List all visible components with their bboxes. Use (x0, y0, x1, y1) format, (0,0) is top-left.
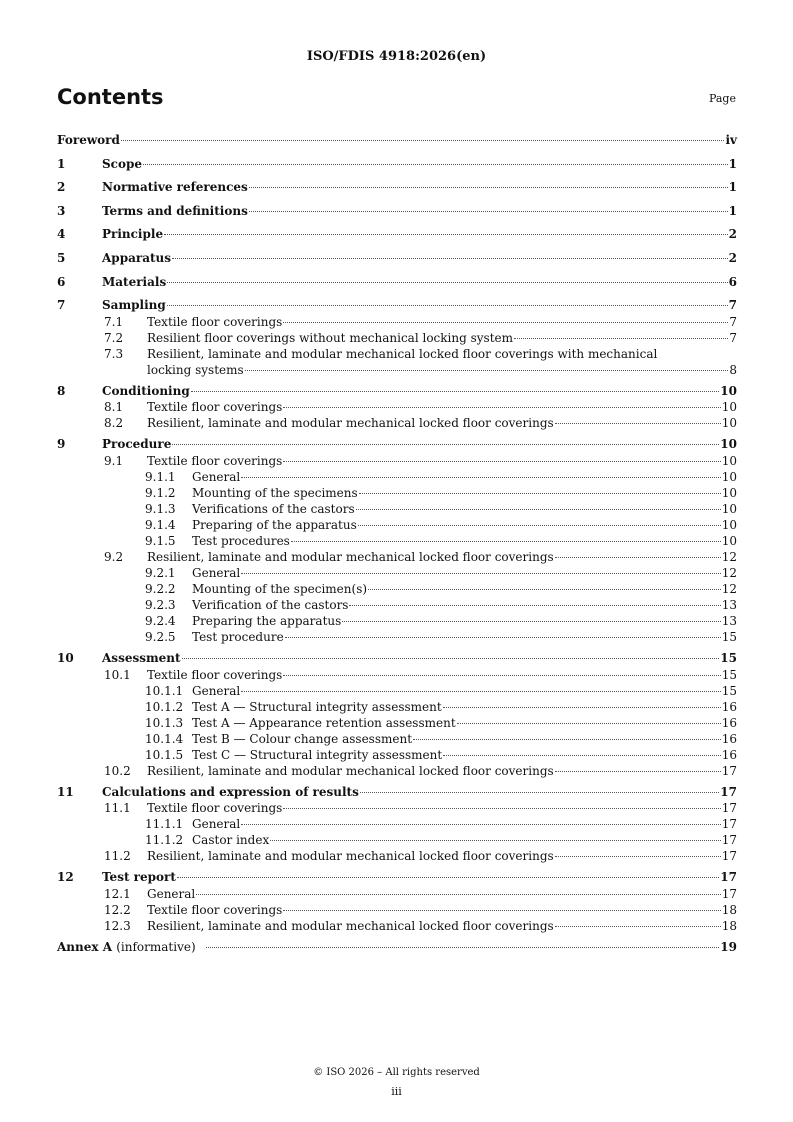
toc-entry-title: Resilient, laminate and modular mechanical locked floor coverings (147, 849, 554, 864)
toc-entry-title: Sampling (102, 298, 166, 313)
toc-page-number: 10 (721, 453, 737, 468)
toc-entry-title: Test A — Appearance retention assessment (192, 715, 456, 730)
toc-entry-section-12-1[interactable] (57, 886, 737, 902)
dot-leader (358, 524, 721, 526)
toc-page-number: 6 (728, 274, 737, 289)
toc-entry-title: Textile floor coverings (147, 801, 283, 816)
toc-section-number: 10.1.4 (145, 731, 184, 746)
toc-page-number: 17 (721, 817, 737, 832)
dot-leader (121, 139, 725, 141)
toc-page-number: 1 (728, 180, 737, 195)
toc-page-number: 10 (721, 400, 737, 415)
toc-entry-section-9-1-5[interactable] (57, 533, 737, 549)
dot-leader (555, 855, 721, 857)
toc-section-number: 9.1.2 (145, 485, 176, 500)
toc-section-number: 7.3 (104, 346, 124, 361)
dot-leader (283, 909, 720, 911)
toc-entry-section-11-1-1[interactable] (57, 816, 737, 832)
toc-section-number: 12.1 (104, 886, 131, 901)
copyright-footer: © ISO 2026 – All rights reserved (313, 1067, 480, 1078)
toc-entry-title: Resilient floor coverings without mechanical locking system (147, 330, 514, 345)
toc-section-number: 9.1.5 (145, 533, 176, 548)
dot-leader (514, 337, 728, 339)
dot-leader (241, 690, 720, 692)
toc-entry-section-10-1-2[interactable] (57, 699, 737, 715)
toc-entry-title-line-1: Resilient, laminate and modular mechanical locked floor coverings with mechanical (147, 346, 658, 361)
toc-section-number: 11.1.1 (145, 817, 184, 832)
toc-entry-title: Mounting of the specimen(s) (192, 581, 368, 596)
dot-leader (555, 422, 721, 424)
toc-section-number: 7.1 (104, 314, 124, 329)
dot-leader (360, 791, 719, 793)
toc-page-number: 8 (729, 362, 737, 377)
dot-leader (368, 588, 721, 590)
dot-leader (285, 636, 721, 638)
toc-section-number: 8 (57, 383, 66, 398)
toc-section-number: 12.3 (104, 918, 131, 933)
toc-entry-title: Assessment (102, 650, 181, 665)
toc-entry-title: Calculations and expression of results (102, 784, 359, 799)
toc-page-number: 12 (721, 549, 737, 564)
toc-section-number: 9.2.2 (145, 581, 176, 596)
dot-leader (249, 210, 728, 212)
toc-entry-section-7-3-continued[interactable] (57, 362, 737, 378)
dot-leader (191, 390, 720, 392)
table-of-contents (57, 129, 737, 959)
toc-entry-section-9-1-4[interactable] (57, 517, 737, 533)
toc-entry-title: Textile floor coverings (147, 400, 283, 415)
toc-entry-title: Resilient, laminate and modular mechanical locked floor coverings (147, 549, 554, 564)
toc-page-number: 13 (721, 613, 737, 628)
toc-entry-title-line-2: locking systems (147, 362, 244, 377)
toc-page-number: 15 (721, 667, 737, 682)
toc-entry-title: General (192, 817, 241, 832)
toc-page-number: 10 (721, 485, 737, 500)
dot-leader (283, 807, 720, 809)
toc-entry-title: Conditioning (102, 383, 190, 398)
toc-page-number: 7 (728, 298, 737, 313)
toc-entry-section-9-2[interactable] (57, 549, 737, 565)
toc-entry-title: General (192, 565, 241, 580)
toc-section-number: 9.2.4 (145, 613, 176, 628)
toc-entry-section-9-2-5[interactable] (57, 629, 737, 645)
dot-leader (241, 476, 720, 478)
toc-entry-title: Test procedures (192, 533, 290, 548)
document-id-header: ISO/FDIS 4918:2026(en) (306, 49, 487, 64)
toc-entry-foreword[interactable] (57, 129, 737, 153)
toc-page-number: 12 (721, 565, 737, 580)
dot-leader (283, 321, 728, 323)
toc-page-number: 17 (720, 870, 737, 885)
dot-leader (172, 443, 719, 445)
toc-entry-title: Procedure (102, 437, 172, 452)
toc-entry-section-9-1-2[interactable] (57, 485, 737, 501)
toc-page-number: 15 (721, 629, 737, 644)
dot-leader (555, 925, 721, 927)
toc-page-number: 16 (721, 715, 737, 730)
toc-page-number: 16 (721, 699, 737, 714)
toc-entry-section-4[interactable] (57, 223, 737, 247)
toc-entry-title: Apparatus (102, 250, 171, 265)
dot-leader (443, 706, 721, 708)
toc-entry-title (57, 936, 196, 960)
dot-leader (342, 620, 720, 622)
toc-entry-title: Test B — Colour change assessment (192, 731, 413, 746)
toc-entry-section-12-3[interactable] (57, 918, 737, 934)
toc-page-number: 12 (721, 581, 737, 596)
toc-entry-section-8-1[interactable] (57, 399, 737, 415)
toc-section-number: 9.2 (104, 549, 124, 564)
toc-entry-title: Principle (102, 227, 164, 242)
toc-section-number: 10.1 (104, 667, 131, 682)
toc-page-number: 10 (721, 469, 737, 484)
toc-page-number: 10 (721, 517, 737, 532)
toc-entry-section-1[interactable] (57, 153, 737, 177)
dot-leader (283, 406, 720, 408)
toc-section-number: 10 (57, 650, 74, 665)
toc-section-number: 9 (57, 437, 66, 452)
toc-entry-section-12-2[interactable] (57, 902, 737, 918)
toc-entry-section-11-1-2[interactable] (57, 832, 737, 848)
toc-section-number: 9.1.4 (145, 517, 176, 532)
toc-section-number: 7 (57, 298, 66, 313)
toc-entry-section-3[interactable] (57, 200, 737, 224)
toc-section-number: 9.1.3 (145, 501, 176, 516)
toc-section-number: 7.2 (104, 330, 124, 345)
toc-entry-title: Test A — Structural integrity assessment (192, 699, 442, 714)
dot-leader (172, 257, 728, 259)
toc-entry-section-7-2[interactable] (57, 330, 737, 346)
dot-leader (359, 492, 721, 494)
toc-section-number: 12 (57, 870, 74, 885)
annex-note: (informative) (116, 939, 196, 954)
toc-page-number: 18 (721, 918, 737, 933)
toc-page-number: 10 (721, 501, 737, 516)
toc-entry-section-11-2[interactable] (57, 848, 737, 864)
toc-entry-section-10-1-1[interactable] (57, 683, 737, 699)
dot-leader (241, 572, 720, 574)
toc-entry-section-10-1-3[interactable] (57, 715, 737, 731)
dot-leader (196, 893, 720, 895)
toc-page-number: 17 (721, 801, 737, 816)
toc-page-number: 1 (728, 156, 737, 171)
dot-leader (283, 674, 720, 676)
dot-leader (413, 738, 721, 740)
toc-entry-title: Foreword (57, 133, 120, 147)
toc-entry-section-9-2-2[interactable] (57, 581, 737, 597)
toc-page-number: 10 (721, 533, 737, 548)
toc-page-number: 17 (721, 849, 737, 864)
toc-section-number: 10.2 (104, 763, 131, 778)
toc-entry-section-9-2-3[interactable] (57, 597, 737, 613)
toc-entry-section-7-1[interactable] (57, 314, 737, 330)
toc-section-number: 10.1.1 (145, 683, 184, 698)
toc-entry-section-9-1[interactable] (57, 453, 737, 469)
toc-section-number: 5 (57, 250, 66, 265)
toc-page-number: 17 (721, 886, 737, 901)
toc-section-number: 8.1 (104, 400, 124, 415)
toc-page-number: 17 (720, 784, 737, 799)
toc-entry-title: Mounting of the specimens (192, 485, 358, 500)
dot-leader (270, 839, 721, 841)
dot-leader (443, 754, 721, 756)
toc-section-number: 4 (57, 227, 66, 242)
toc-page-number: 15 (721, 683, 737, 698)
toc-page-number: 2 (728, 227, 737, 242)
dot-leader (283, 460, 720, 462)
toc-page-number: 10 (720, 437, 737, 452)
toc-entry-section-11-1[interactable] (57, 800, 737, 816)
toc-page-number: 16 (721, 747, 737, 762)
toc-section-number: 1 (57, 156, 66, 171)
toc-page-number: 1 (728, 203, 737, 218)
toc-page-number: iv (725, 133, 737, 147)
dot-leader (291, 540, 721, 542)
toc-page-number: 13 (721, 597, 737, 612)
page-column-label: Page (708, 92, 736, 105)
toc-entry-section-9-1-3[interactable] (57, 501, 737, 517)
toc-section-number: 9.2.1 (145, 565, 176, 580)
toc-entry-title: Preparing the apparatus (192, 613, 342, 628)
toc-section-number: 10.1.3 (145, 715, 184, 730)
toc-entry-title: Test report (102, 870, 176, 885)
toc-page-number: 7 (729, 330, 737, 345)
dot-leader (356, 508, 721, 510)
toc-section-number: 9.2.5 (145, 629, 176, 644)
toc-page-number: 2 (728, 250, 737, 265)
dot-leader (241, 823, 720, 825)
dot-leader (164, 233, 728, 235)
dot-leader (555, 770, 721, 772)
toc-entry-title: Test C — Structural integrity assessment (192, 747, 443, 762)
toc-section-number: 11.1.2 (145, 833, 184, 848)
dot-leader (182, 657, 720, 659)
dot-leader (457, 722, 721, 724)
dot-leader (249, 186, 728, 188)
toc-entry-section-9-1-1[interactable] (57, 469, 737, 485)
toc-entry-section-6[interactable] (57, 271, 737, 295)
toc-section-number: 11 (57, 784, 74, 799)
toc-section-number: 6 (57, 274, 66, 289)
toc-page-number: 16 (721, 731, 737, 746)
toc-entry-section-10-1-5[interactable] (57, 747, 737, 763)
dot-leader (555, 556, 721, 558)
toc-entry-title: Textile floor coverings (147, 314, 283, 329)
dot-leader (167, 281, 727, 283)
toc-section-number: 9.1.1 (145, 469, 176, 484)
toc-entry-title: Verifications of the castors (192, 501, 355, 516)
toc-section-number: 9.1 (104, 453, 124, 468)
toc-page-number: 10 (721, 416, 737, 431)
toc-entry-title: Resilient, laminate and modular mechanical locked floor coverings (147, 918, 554, 933)
toc-entry-title: Resilient, laminate and modular mechanical locked floor coverings (147, 416, 554, 431)
toc-page-number: 15 (720, 650, 737, 665)
toc-entry-section-7-3[interactable] (57, 346, 737, 362)
dot-leader (245, 369, 729, 371)
toc-entry-title: Test procedure (192, 629, 284, 644)
toc-entry-title: General (192, 683, 241, 698)
toc-section-number: 9.2.3 (145, 597, 176, 612)
toc-entry-section-10-1[interactable] (57, 667, 737, 683)
toc-entry-section-10-1-4[interactable] (57, 731, 737, 747)
dot-leader (177, 876, 719, 878)
toc-section-number: 2 (57, 180, 66, 195)
annex-label: Annex A (57, 939, 113, 954)
toc-entry-title: Castor index (192, 833, 270, 848)
dot-leader (167, 304, 728, 306)
toc-page-number: 10 (720, 383, 737, 398)
toc-entry-title: Verification of the castors (192, 597, 349, 612)
toc-entry-title: Textile floor coverings (147, 902, 283, 917)
toc-section-number: 8.2 (104, 416, 124, 431)
toc-entry-section-8-2[interactable] (57, 415, 737, 431)
toc-entry-section-10-2[interactable] (57, 763, 737, 779)
toc-entry-section-9-2-4[interactable] (57, 613, 737, 629)
toc-entry-annex-a[interactable] (57, 936, 737, 960)
contents-title: Contents (57, 85, 164, 109)
dot-leader (143, 163, 728, 165)
toc-section-number: 11.1 (104, 801, 131, 816)
toc-page-number: 19 (720, 939, 737, 954)
toc-page-number: 18 (721, 902, 737, 917)
toc-entry-section-9-2-1[interactable] (57, 565, 737, 581)
toc-entry-title: Resilient, laminate and modular mechanical locked floor coverings (147, 763, 554, 778)
toc-entry-title: General (147, 886, 196, 901)
toc-page-number: 7 (729, 314, 737, 329)
toc-section-number: 11.2 (104, 849, 131, 864)
toc-entry-title: Materials (102, 274, 167, 289)
dot-leader (349, 604, 720, 606)
page-number: iii (391, 1085, 402, 1098)
toc-section-number: 3 (57, 203, 66, 218)
toc-section-number: 10.1.2 (145, 699, 184, 714)
toc-entry-title: Scope (102, 156, 143, 171)
toc-page-number: 17 (721, 833, 737, 848)
toc-entry-title: Textile floor coverings (147, 667, 283, 682)
toc-entry-title: Normative references (102, 180, 248, 195)
toc-entry-section-2[interactable] (57, 176, 737, 200)
toc-entry-title: Terms and definitions (102, 203, 248, 218)
toc-entry-title: General (192, 469, 241, 484)
toc-page-number: 17 (721, 763, 737, 778)
toc-section-number: 12.2 (104, 902, 131, 917)
dot-leader (206, 946, 720, 948)
toc-entry-section-5[interactable] (57, 247, 737, 271)
toc-section-number: 10.1.5 (145, 747, 184, 762)
toc-entry-title: Preparing of the apparatus (192, 517, 357, 532)
toc-entry-title: Textile floor coverings (147, 453, 283, 468)
